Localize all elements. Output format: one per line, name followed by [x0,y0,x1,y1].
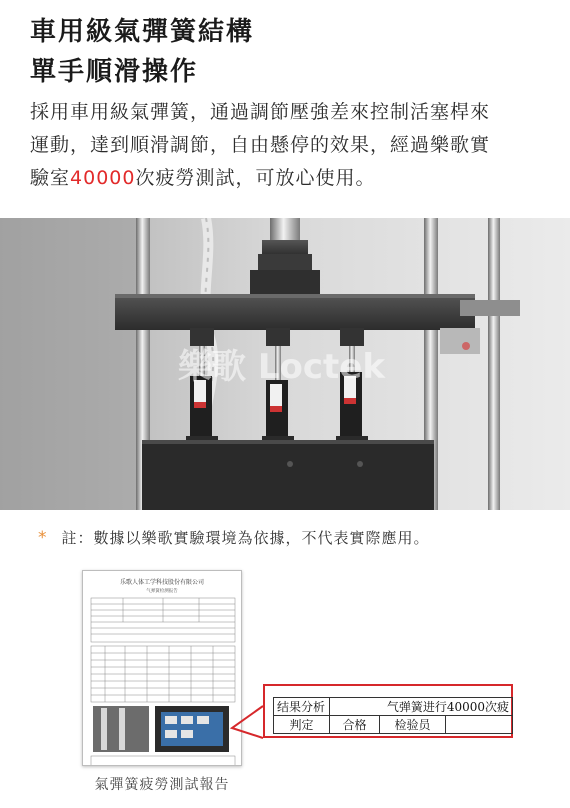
description-line-3 [30,162,550,195]
result-label-cell: 结果分析 [274,698,330,716]
disclaimer-text: 註：數據以樂歌實驗環境為依據，不代表實際應用。 [61,529,430,547]
inspector-value-cell [446,716,513,734]
gas-spring-test-photo [0,218,570,510]
judge-value-cell: 合格 [330,716,380,734]
headline-line-1: 車用級氣彈簧結構 [30,17,255,47]
star-marker: * [38,528,48,548]
description-line-3-start: 驗室 [30,167,71,189]
result-text-cell: 气弹簧进行40000次疲 [330,698,513,716]
watermark-logo: 樂歌 Loctek [178,347,385,387]
table-row [274,698,513,716]
disclaimer-note [38,526,430,550]
report-caption: 氣彈簧疲勞測試報告 [94,777,230,793]
test-report-thumbnail [82,570,242,766]
description-line-3-end: 次疲勞測試，可放心使用。 [135,167,376,189]
table-row [274,716,513,734]
judge-label-cell: 判定 [274,716,330,734]
result-table [273,697,513,734]
report-zoom-callout [263,684,513,738]
report-company: 乐歌人体工学科技股份有限公司 [119,579,204,586]
inspector-label-cell: 检验员 [380,716,446,734]
description-line-1: 採用車用級氣彈簧，通過調節壓強差來控制活塞桿來 [30,101,491,123]
report-subtitle: 气弹簧检测报告 [146,589,178,594]
description [30,96,550,195]
headline [30,12,550,92]
description-line-2: 運動，達到順滑調節，自由懸停的效果，經過樂歌實 [30,134,491,156]
test-count-highlight: 40000 [70,167,136,189]
report-table-graphic [83,594,242,766]
headline-line-2: 單手順滑操作 [30,57,199,87]
